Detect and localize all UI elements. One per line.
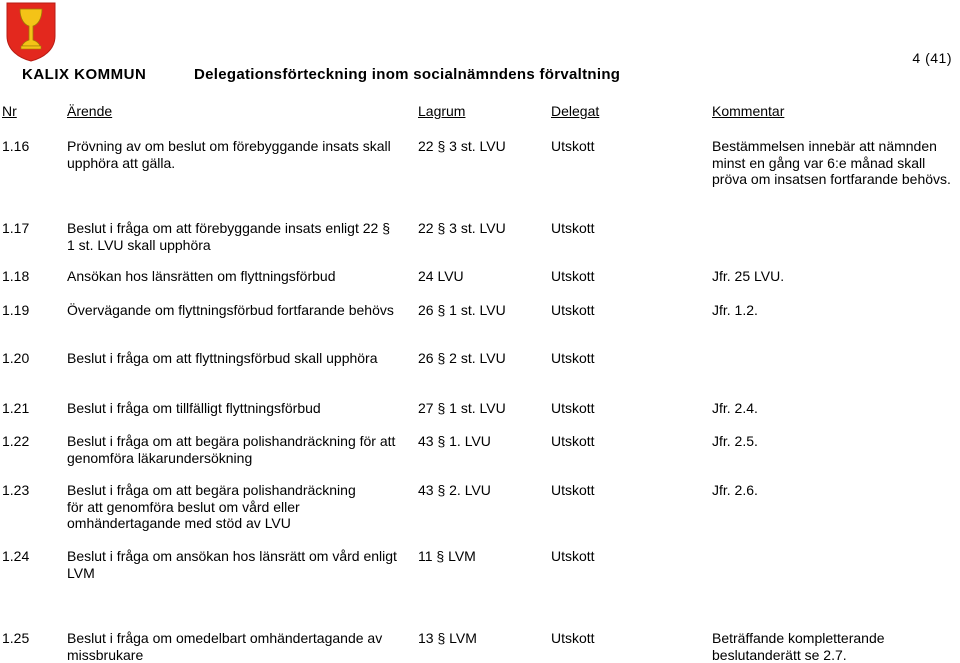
row-lagrum: 27 § 1 st. LVU [418,400,506,416]
row-nr: 1.21 [2,400,30,416]
row-delegat: Utskott [551,630,595,646]
row-arende: Övervägande om flyttningsförbud fortfarande behövs [67,302,394,318]
row-nr: 1.16 [2,138,30,154]
row-arende: Beslut i fråga om att flyttningsförbud skall upphöra [67,350,378,366]
row-lagrum: 24 LVU [418,268,464,284]
row-nr: 1.24 [2,548,30,564]
row-delegat: Utskott [551,482,595,498]
column-header-kommentar: Kommentar [712,103,785,119]
row-kommentar: Jfr. 1.2. [712,302,758,318]
row-lagrum: 26 § 2 st. LVU [418,350,506,366]
kalix-coat-of-arms-icon [6,2,56,62]
row-arende: Beslut i fråga om ansökan hos länsrätt om vård enligt LVM [67,548,397,581]
row-arende: Beslut i fråga om att begära polishandräckning för att genomföra beslut om vård eller omhändertagande med stöd av LVU [67,482,356,531]
row-kommentar: Jfr. 25 LVU. [712,268,785,284]
row-arende: Beslut i fråga om tillfälligt flyttningsförbud [67,400,321,416]
organization-name: KALIX KOMMUN [22,66,147,83]
row-arende: Prövning av om beslut om förebyggande insats skall upphöra att gälla. [67,138,391,171]
row-lagrum: 13 § LVM [418,630,477,646]
row-lagrum: 22 § 3 st. LVU [418,220,506,236]
row-lagrum: 43 § 1. LVU [418,433,491,449]
row-delegat: Utskott [551,400,595,416]
row-delegat: Utskott [551,138,595,154]
row-delegat: Utskott [551,350,595,366]
row-kommentar: Bestämmelsen innebär att nämnden minst en gång var 6:e månad skall pröva om insatsen fortfarande behövs. [712,138,951,187]
row-nr: 1.20 [2,350,30,366]
row-delegat: Utskott [551,433,595,449]
row-kommentar: Jfr. 2.6. [712,482,758,498]
row-nr: 1.19 [2,302,30,318]
page-number: 4 (41) [912,50,952,66]
row-kommentar: Jfr. 2.5. [712,433,758,449]
row-lagrum: 26 § 1 st. LVU [418,302,506,318]
row-nr: 1.17 [2,220,30,236]
document-title: Delegationsförteckning inom socialnämndens förvaltning [194,66,621,83]
row-kommentar: Jfr. 2.4. [712,400,758,416]
row-kommentar: Beträffande kompletterande beslutanderätt se 2.7. [712,630,885,663]
row-lagrum: 11 § LVM [418,548,476,564]
row-nr: 1.25 [2,630,30,646]
row-nr: 1.23 [2,482,30,498]
column-header-lagrum: Lagrum [418,103,466,119]
row-nr: 1.22 [2,433,30,449]
row-delegat: Utskott [551,220,595,236]
row-delegat: Utskott [551,548,595,564]
row-arende: Ansökan hos länsrätten om flyttningsförbud [67,268,336,284]
row-delegat: Utskott [551,302,595,318]
row-lagrum: 43 § 2. LVU [418,482,491,498]
row-arende: Beslut i fråga om att förebyggande insats enligt 22 § 1 st. LVU skall upphöra [67,220,390,253]
row-nr: 1.18 [2,268,30,284]
column-header-delegat: Delegat [551,103,600,119]
row-arende: Beslut i fråga om omedelbart omhändertagande av missbrukare [67,630,383,663]
column-header-arende: Ärende [67,103,113,119]
row-lagrum: 22 § 3 st. LVU [418,138,506,154]
row-arende: Beslut i fråga om att begära polishandräckning för att genomföra läkarundersökning [67,433,396,466]
row-delegat: Utskott [551,268,595,284]
column-header-nr: Nr [2,103,17,119]
